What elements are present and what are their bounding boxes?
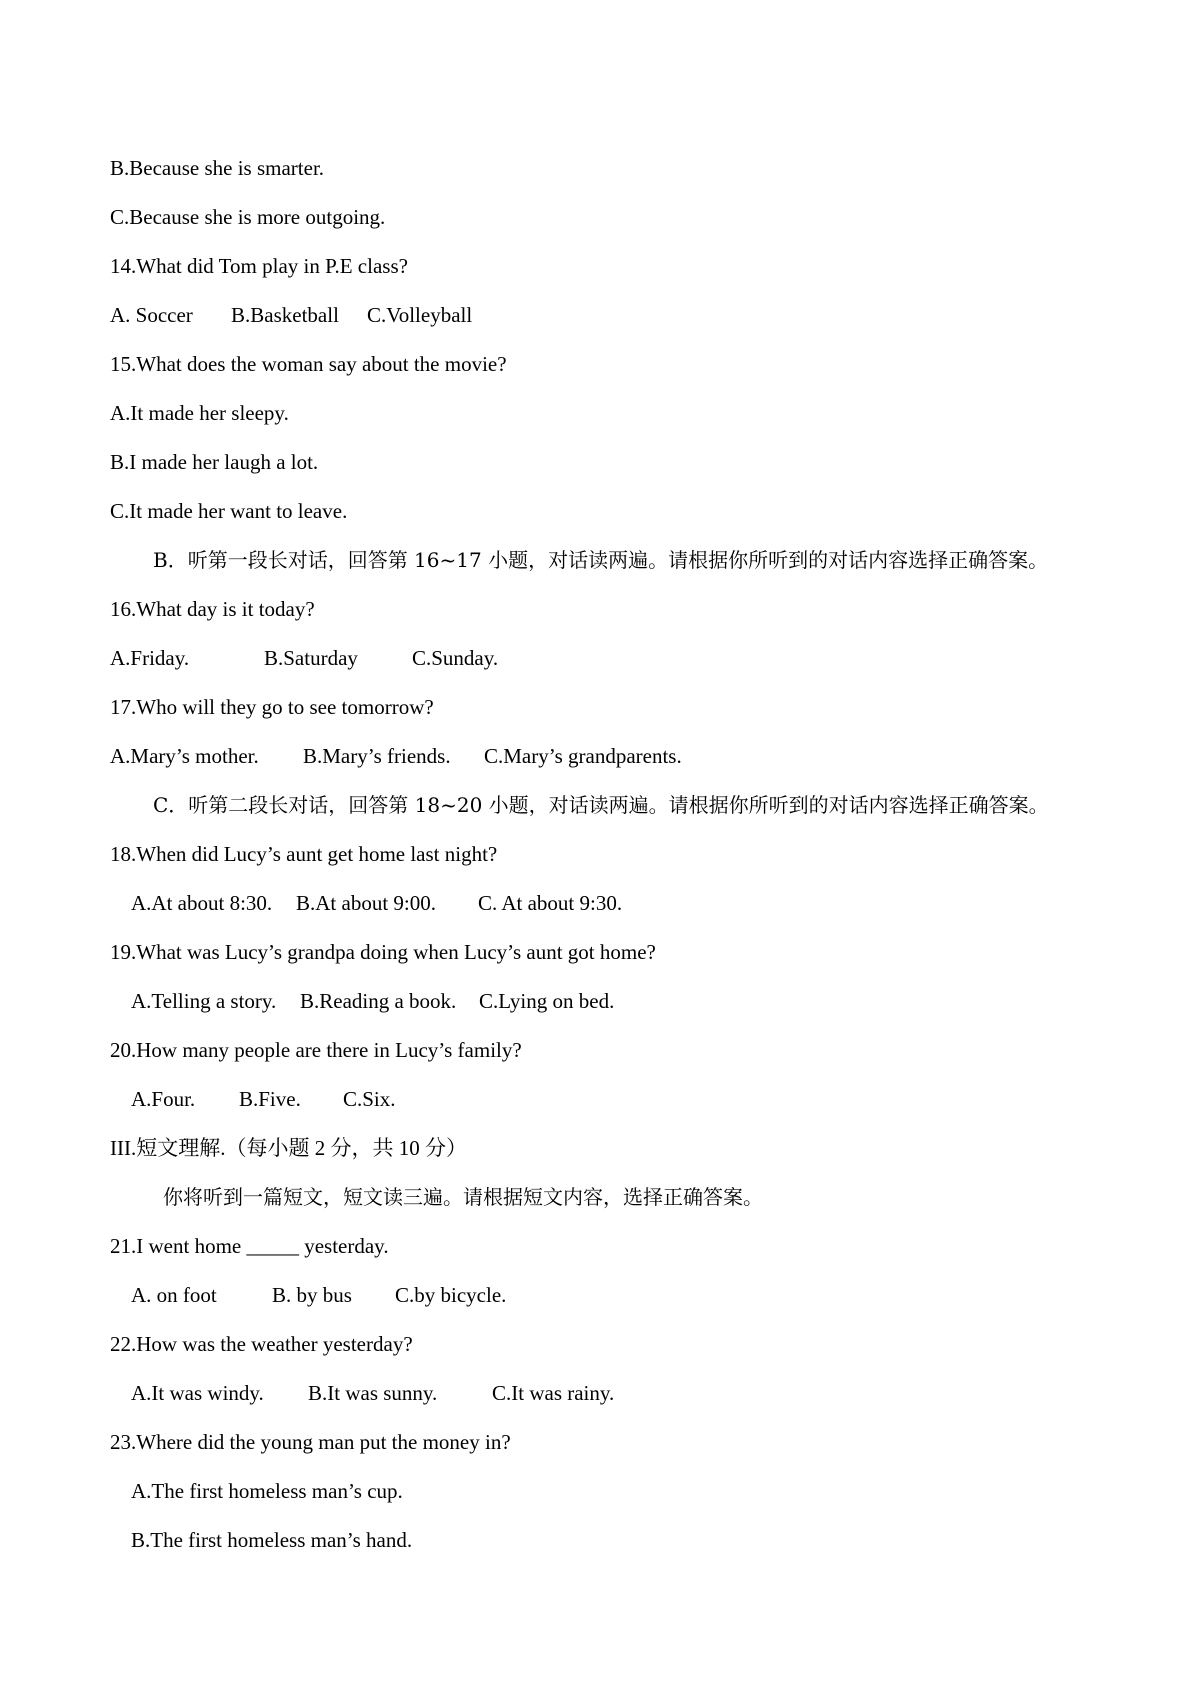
option-19c: C.Lying on bed. bbox=[479, 989, 615, 1013]
option-16a: A.Friday. bbox=[110, 646, 190, 670]
option-20a: A.Four. bbox=[131, 1087, 196, 1111]
question-20: 20.How many people are there in Lucy’s family? bbox=[110, 1038, 522, 1062]
option-17c: C.Mary’s grandparents. bbox=[484, 744, 682, 768]
option-20b: B.Five. bbox=[239, 1087, 301, 1111]
option-22b: B.It was sunny. bbox=[308, 1381, 438, 1405]
answer-option-23b: B.The first homeless man’s hand. bbox=[131, 1528, 413, 1552]
option-22a: A.It was windy. bbox=[131, 1381, 264, 1405]
option-16b: B.Saturday bbox=[264, 646, 358, 670]
answer-option-15a: A.It made her sleepy. bbox=[110, 401, 289, 425]
question-23: 23.Where did the young man put the money in? bbox=[110, 1430, 511, 1454]
question-19: 19.What was Lucy’s grandpa doing when Lucy’s aunt got home? bbox=[110, 940, 656, 964]
question-15: 15.What does the woman say about the movie? bbox=[110, 352, 507, 376]
option-18c: C. At about 9:30. bbox=[478, 891, 623, 915]
question-17: 17.Who will they go to see tomorrow? bbox=[110, 695, 434, 719]
question-16: 16.What day is it today? bbox=[110, 597, 315, 621]
question-21: 21.I went home _____ yesterday. bbox=[110, 1234, 389, 1258]
option-17a: A.Mary’s mother. bbox=[110, 744, 259, 768]
option-21c: C.by bicycle. bbox=[395, 1283, 507, 1307]
option-18a: A.At about 8:30. bbox=[131, 891, 273, 915]
option-17b: B.Mary’s friends. bbox=[303, 744, 451, 768]
question-22: 22.How was the weather yesterday? bbox=[110, 1332, 413, 1356]
answer-option-23a: A.The first homeless man’s cup. bbox=[131, 1479, 403, 1503]
option-20c: C.Six. bbox=[343, 1087, 396, 1111]
option-21a: A. on foot bbox=[131, 1283, 217, 1307]
answer-option-15b: B.I made her laugh a lot. bbox=[110, 450, 319, 474]
option-14c: C.Volleyball bbox=[367, 303, 473, 327]
option-21b: B. by bus bbox=[272, 1283, 352, 1307]
option-18b: B.At about 9:00. bbox=[296, 891, 436, 915]
option-19b: B.Reading a book. bbox=[300, 989, 457, 1013]
option-22c: C.It was rainy. bbox=[492, 1381, 615, 1405]
answer-option-13c: C.Because she is more outgoing. bbox=[110, 205, 386, 229]
answer-option-13b: B.Because she is smarter. bbox=[110, 156, 325, 180]
section-iii-heading: III.短文理解.（每小题 2 分，共 10 分） bbox=[110, 1136, 467, 1160]
answer-option-15c: C.It made her want to leave. bbox=[110, 499, 348, 523]
question-18: 18.When did Lucy’s aunt get home last night? bbox=[110, 842, 498, 866]
section-b-instruction: B．听第一段长对话，回答第 16~17 小题，对话读两遍。请根据你所听到的对话内容选择正确答案。 bbox=[153, 548, 1049, 572]
question-14: 14.What did Tom play in P.E class? bbox=[110, 254, 408, 278]
option-19a: A.Telling a story. bbox=[131, 989, 277, 1013]
option-14a: A. Soccer bbox=[110, 303, 193, 327]
option-14b: B.Basketball bbox=[231, 303, 339, 327]
section-c-instruction: C．听第二段长对话，回答第 18~20 小题，对话读两遍。请根据你所听到的对话内容选择正确答案。 bbox=[153, 793, 1049, 817]
option-16c: C.Sunday. bbox=[412, 646, 499, 670]
section-iii-instruction: 你将听到一篇短文，短文读三遍。请根据短文内容，选择正确答案。 bbox=[163, 1185, 763, 1209]
